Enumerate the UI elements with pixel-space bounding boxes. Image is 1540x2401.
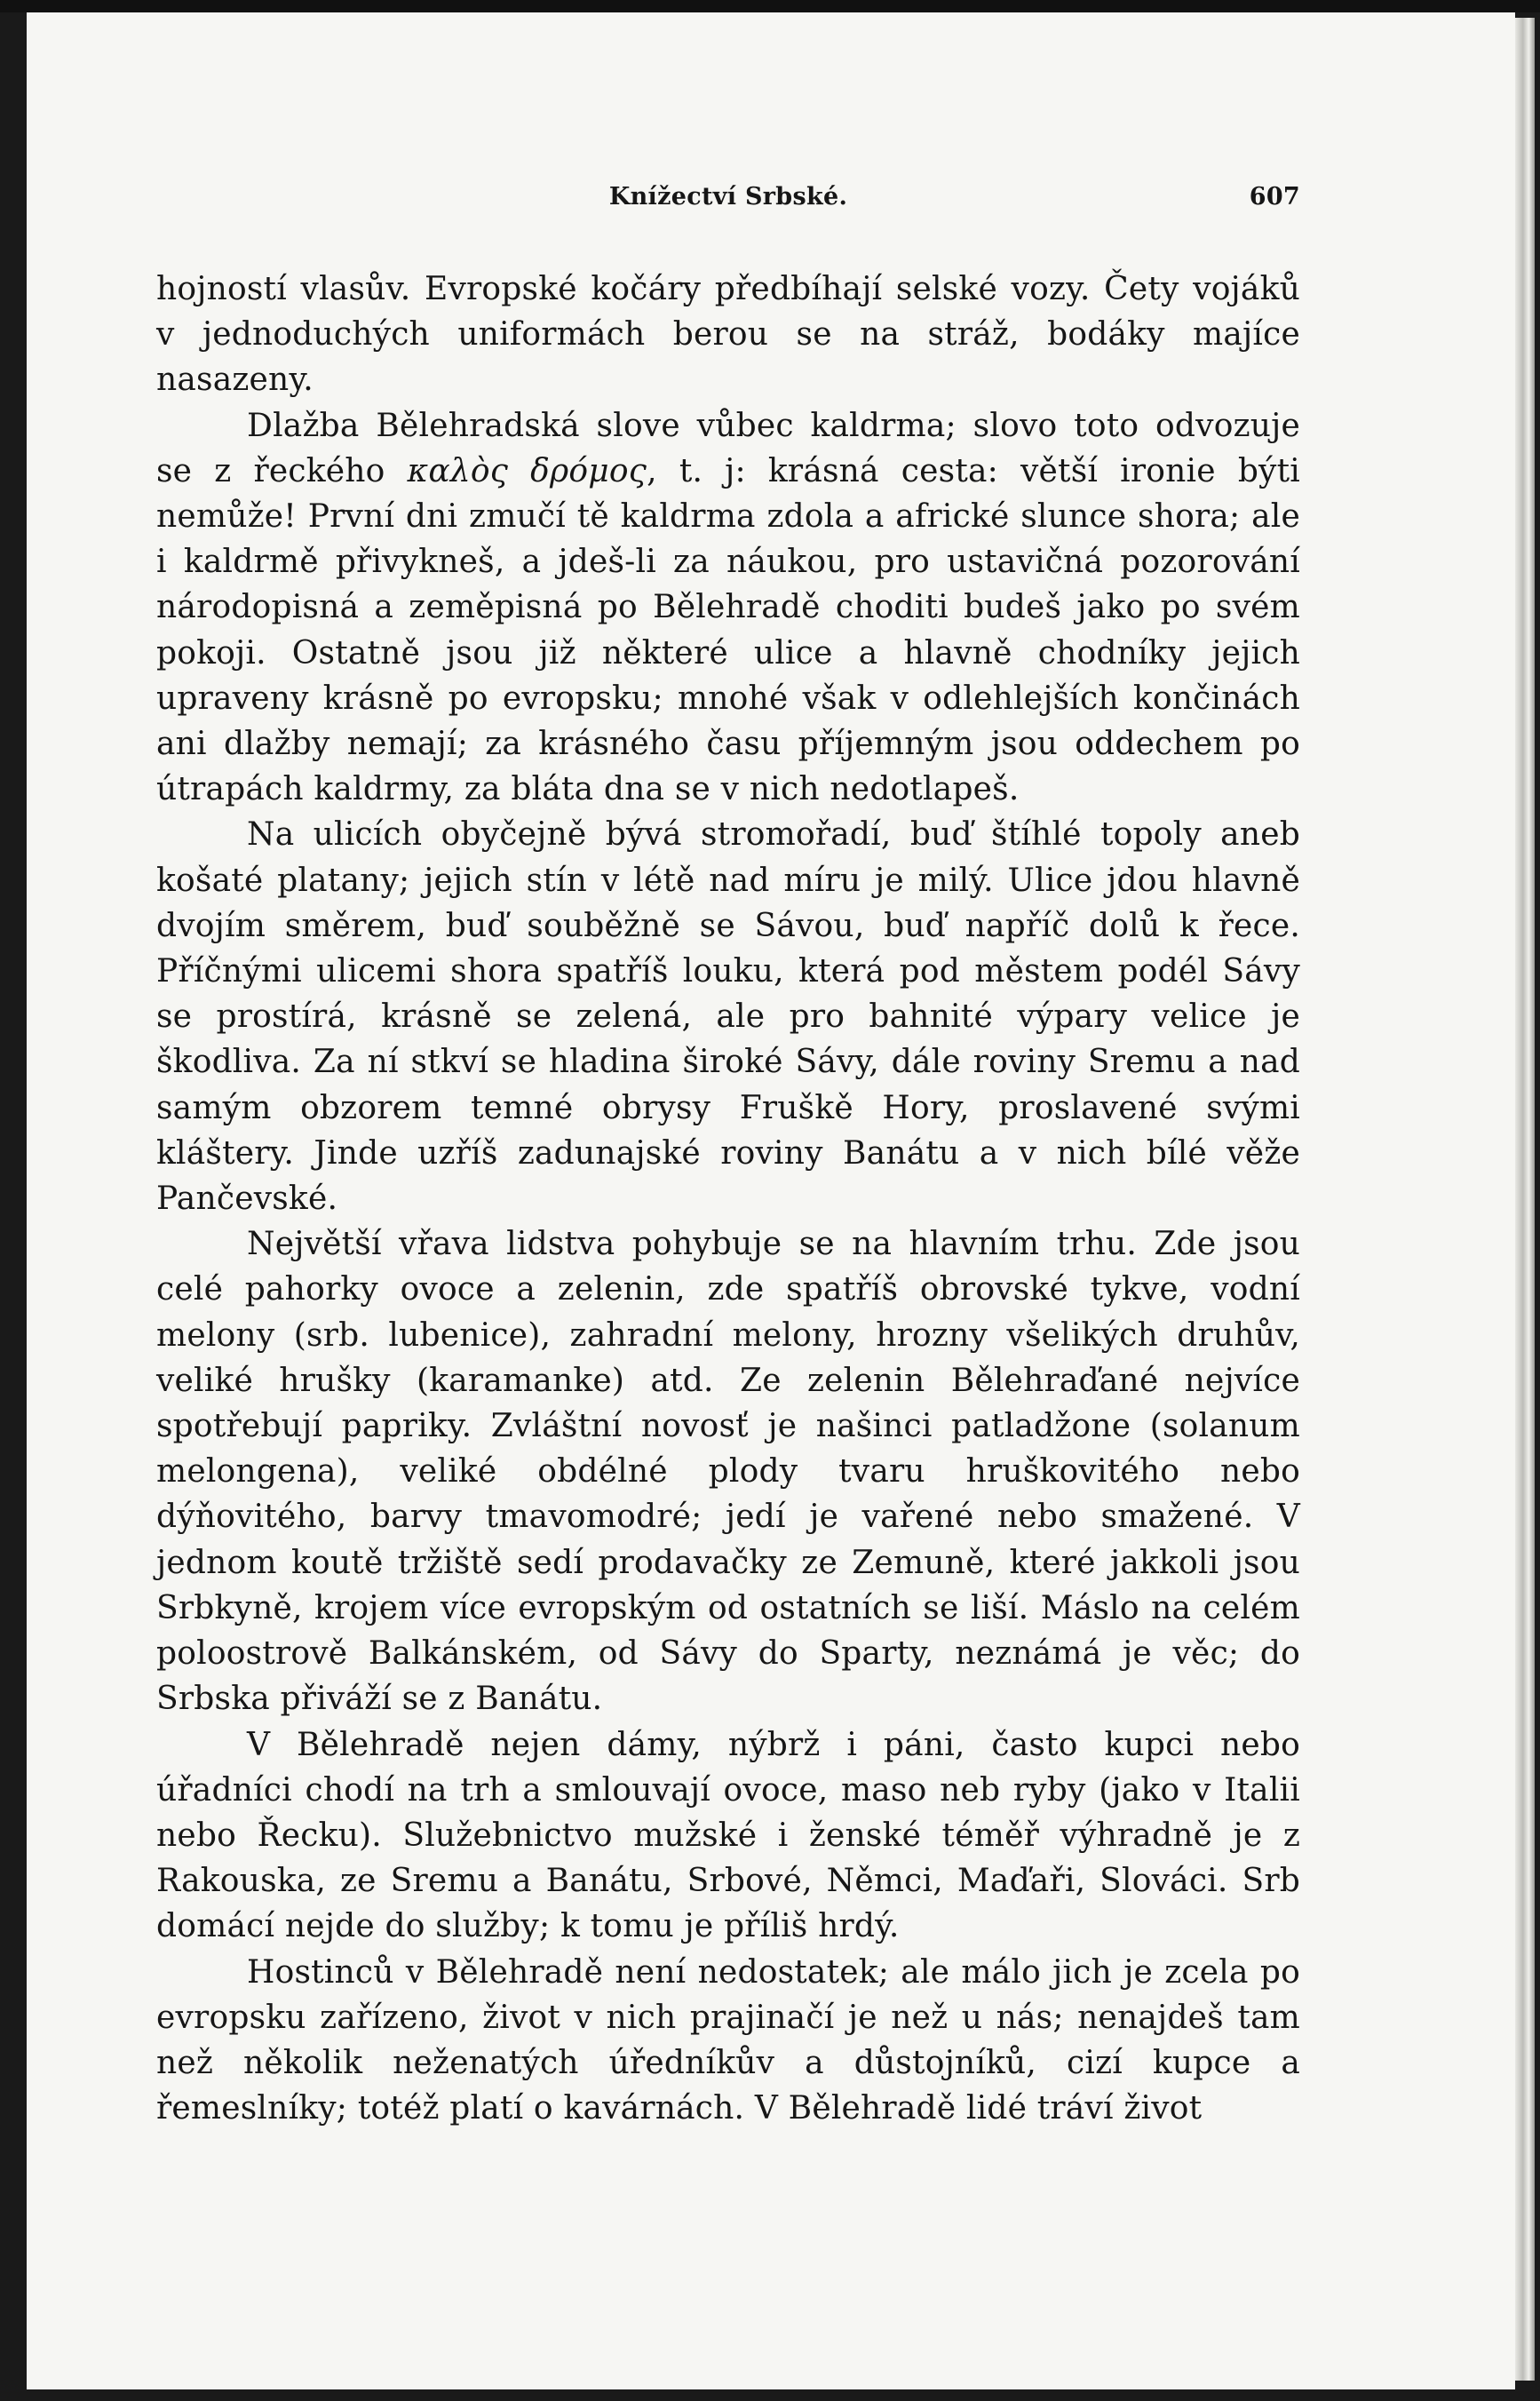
paragraph-3 bbox=[156, 812, 1300, 1221]
paragraph-4 bbox=[156, 1221, 1300, 1721]
paragraph-text: Dlažba Bělehradská slove vůbec kaldrma; slovo toto odvozuje se z řeckého bbox=[156, 407, 1300, 489]
paragraph-5 bbox=[156, 1722, 1300, 1950]
body-text bbox=[156, 266, 1300, 2131]
paragraph-text: Největší vřava lidstva pohybuje se na hlavním trhu. Zde jsou celé pahorky ovoce a zelenin, zde spatříš obrovské tykve, vodní melony (srb. lubenice), zahradní melony, hrozny všelikých druhův, veliké hrušky (karamanke) atd. Ze zelenin Bělehraďané nejvíce spotřebují papriky. Zvláštní novosť je našinci patladžone (solanum melongena), veliké obdélné plody tvaru hruškovitého nebo dýňovitého, barvy tmavomodré; jedí je vařené nebo smažené. V jednom koutě tržiště sedí prodavačky ze Zemuně, které jakkoli jsou Srbkyně, krojem více evropským od ostatních se liší. Máslo na celém poloostrově Balkánském, od Sávy do Sparty, neznámá je věc; do Srbska přiváží se z Banátu. bbox=[156, 1226, 1300, 1718]
page-number: 607 bbox=[1249, 183, 1300, 211]
paragraph-text: , t. j: krásná cesta: větší ironie býti nemůže! První dni zmučí tě kaldrma zdola a africké slunce shora; ale i kaldrmě přivykneš, a jdeš-li za náukou, pro ustavičná pozorování národopisná a zeměpisná po Bělehradě choditi budeš jako po svém pokoji. Ostatně jsou již některé ulice a hlavně chodníky jejich upraveny krásně po evropsku; mnohé však v odlehlejších končinách ani dlažby nemají; za krásného času příjemným jsou oddechem po útrapách kaldrmy, za bláta dna se v nich nedotlapeš. bbox=[156, 452, 1300, 808]
paragraph-text: V Bělehradě nejen dámy, nýbrž i páni, často kupci nebo úřadníci chodí na trh a smlouvají ovoce, maso neb ryby (jako v Italii nebo Řecku). Služebnictvo mužské i ženské téměř výhradně je z Rakouska, ze Sremu a Banátu, Srbové, Němci, Maďaři, Slováci. Srb domácí nejde do služby; k tomu je příliš hrdý. bbox=[156, 1726, 1300, 1945]
paragraph-text: Na ulicích obyčejně bývá stromořadí, buď štíhlé topoly aneb košaté platany; jejich stín v létě nad míru je milý. Ulice jdou hlavně dvojím směrem, buď souběžně se Sávou, buď napříč dolů k řece. Příčnými ulicemi shora spatříš louku, která pod městem podél Sávy se prostírá, krásně se zelená, ale pro bahnité výpary velice je škodliva. Za ní stkví se hladina široké Sávy, dále roviny Sremu a nad samým obzorem temné obrysy Fruškě Hory, proslavené svými kláštery. Jinde uzříš zadunajské roviny Banátu a v nich bílé věže Pančevské. bbox=[156, 816, 1300, 1218]
running-title: Knížectví Srbské. bbox=[608, 183, 848, 211]
page-edge-binding bbox=[1515, 18, 1535, 2381]
running-header bbox=[156, 178, 1300, 219]
paragraph-6 bbox=[156, 1950, 1300, 2132]
paragraph-1 bbox=[156, 266, 1300, 403]
paragraph-text: Hostinců v Bělehradě není nedostatek; ale málo jich je zcela po evropsku zařízeno, život v nich prajinačí je než u nás; nenajdeš tam než několik neženatých úředníkův a důstojníků, cizí kupce a řemeslníky; totéž platí o kavárnách. V Bělehradě lidé tráví život bbox=[156, 1953, 1300, 2127]
paragraph-2 bbox=[156, 403, 1300, 813]
paragraph-text: hojností vlasův. Evropské kočáry předbíhají selské vozy. Čety vojáků v jednoduchých uniformách berou se na stráž, bodáky majíce nasazeny. bbox=[156, 271, 1300, 399]
scan-top-edge bbox=[0, 0, 1540, 12]
greek-phrase: καλὸς δρόμος bbox=[407, 452, 647, 489]
page-content bbox=[156, 178, 1300, 2131]
